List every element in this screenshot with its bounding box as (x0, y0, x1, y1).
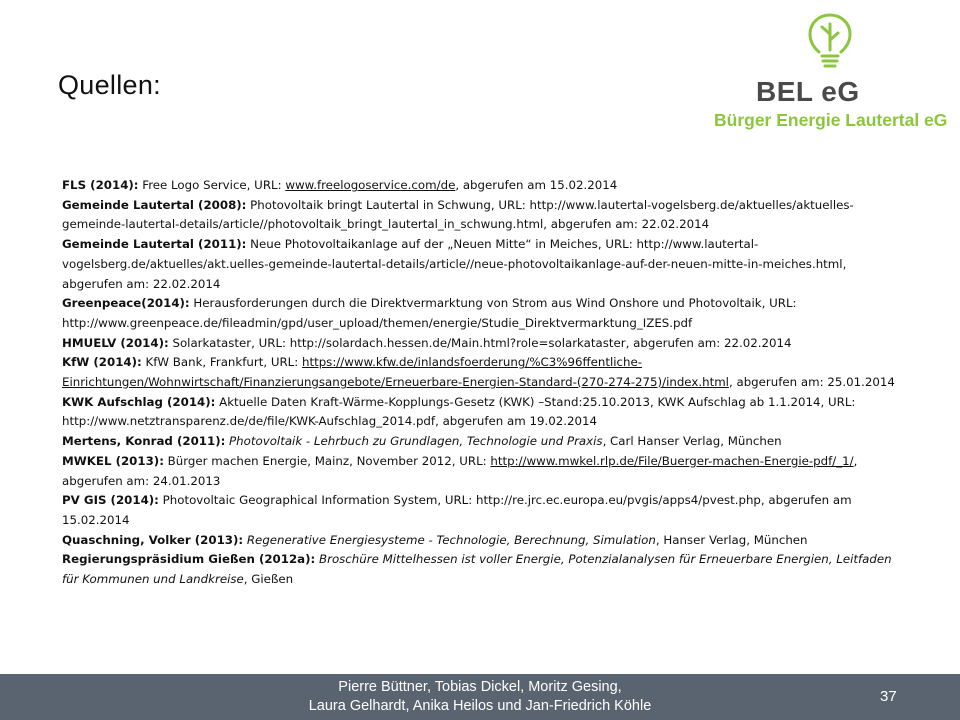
reference-item (62, 235, 910, 294)
lightbulb-icon (802, 10, 858, 74)
reference-text: Neue Photovoltaikanlage auf der „Neuen Mitte“ in Meiches, URL: http://www.lautertal-vogelsberg.de/aktuelles/akt.uelles-gemeinde-lautertal-details/article//neue-photovoltaikanlage-auf-der-neuen-mitte-in-meiches.html, abgerufen am: 22.02.2014 (62, 237, 847, 291)
reference-text: KfW Bank, Frankfurt, URL: (141, 355, 302, 370)
reference-author: Mertens, Konrad (2011): (62, 434, 226, 449)
page-number: 37 (880, 688, 897, 705)
reference-author: MWKEL (2013): (62, 453, 164, 468)
footer-bar (0, 674, 960, 720)
reference-text-after: , Gießen (243, 572, 294, 587)
reference-author: FLS (2014): (62, 178, 139, 192)
reference-text-after: , abgerufen am: 24.01.2013 (62, 453, 858, 488)
reference-author: Gemeinde Lautertal (2008): (62, 197, 247, 212)
bel-eg-logo (700, 6, 950, 136)
logo-name: BEL eG (756, 76, 860, 107)
reference-author: Regierungspräsidium Gießen (2012a): (62, 552, 316, 567)
reference-list (62, 176, 910, 590)
reference-author: HMUELV (2014): (62, 335, 169, 350)
reference-text: Solarkataster, URL: http://solardach.hessen.de/Main.html?role=solarkataster, abgerufen am: 22.02.2014 (168, 335, 792, 350)
reference-author: Quaschning, Volker (2013): (62, 532, 244, 547)
reference-text-after: , abgerufen am 15.02.2014 (455, 178, 618, 192)
reference-item (62, 491, 910, 530)
logo-subtitle: Bürger Energie Lautertal eG (714, 110, 948, 130)
reference-text: Bürger machen Energie, Mainz, November 2012, URL: (163, 453, 491, 468)
reference-text-after: , abgerufen am: 25.01.2014 (728, 375, 895, 390)
reference-item (62, 550, 910, 589)
reference-item (62, 432, 910, 452)
reference-text-after: , Carl Hanser Verlag, München (602, 434, 782, 449)
reference-item (62, 176, 910, 196)
reference-title-italic: Photovoltaik - Lehrbuch zu Grundlagen, Technologie und Praxis (225, 434, 603, 449)
reference-item (62, 531, 910, 551)
footer-authors (220, 678, 740, 716)
reference-link[interactable]: www.freelogoservice.com/de (285, 178, 456, 192)
footer-authors-line-2: Laura Gelhardt, Anika Heilos und Jan-Friedrich Köhle (308, 698, 652, 714)
reference-link[interactable]: http://www.mwkel.rlp.de/File/Buerger-machen-Energie-pdf/_1/ (490, 453, 854, 468)
reference-item (62, 393, 910, 432)
reference-author: KWK Aufschlag (2014): (62, 394, 216, 409)
reference-text-after: , Hanser Verlag, München (655, 532, 808, 547)
reference-text: Photovoltaik bringt Lautertal in Schwung, URL: http://www.lautertal-vogelsberg.de/aktuelles/aktuelles-gemeinde-lautertal-details/article//photovoltaik_bringt_lautertal_in_schwung.html, abgerufen am: 22.02.2014 (62, 197, 854, 232)
reference-item (62, 294, 910, 333)
reference-link[interactable]: https://www.kfw.de/inlandsfoerderung/%C3%96ffentliche-Einrichtungen/Wohnwirtschaft/Finanzierungsangebote/Erneuerbare-Energien-Standard-(270-274-275)/index.html (62, 355, 729, 390)
reference-author: Greenpeace(2014): (62, 296, 190, 311)
slide-title: Quellen: (58, 70, 161, 100)
reference-author: KfW (2014): (62, 355, 142, 370)
footer-authors-line-1: Pierre Büttner, Tobias Dickel, Moritz Gesing, (338, 679, 622, 695)
reference-item (62, 452, 910, 491)
reference-title-italic: Regenerative Energiesysteme - Technologie, Berechnung, Simulation (243, 532, 656, 547)
reference-text: Herausforderungen durch die Direktvermarktung von Strom aus Wind Onshore und Photovoltaik, URL: http://www.greenpeace.de/fileadmin/gpd/user_upload/themen/energie/Studie_Direktvermarktung_IZES.pdf (62, 296, 797, 330)
reference-author: Gemeinde Lautertal (2011): (62, 237, 247, 252)
reference-item (62, 334, 910, 354)
reference-item (62, 196, 910, 235)
reference-text: Aktuelle Daten Kraft-Wärme-Kopplungs-Gesetz (KWK) –Stand:25.10.2013, KWK Aufschlag ab 1.1.2014, URL: http://www.netztransparenz.de/de/file/KWK-Aufschlag_2014.pdf, abgerufen am 19.02.2014 (62, 394, 856, 429)
reference-title-italic: Broschüre Mittelhessen ist voller Energie, Potenzialanalysen für Erneuerbare Energien, Leitfaden für Kommunen und Landkreise (62, 552, 892, 587)
reference-text: Free Logo Service, URL: (138, 178, 286, 192)
reference-text: Photovoltaic Geographical Information System, URL: http://re.jrc.ec.europa.eu/pvgis/apps4/pvest.php, abgerufen am 15.02.2014 (62, 493, 852, 527)
reference-author: PV GIS (2014): (62, 493, 159, 508)
reference-item (62, 353, 910, 392)
